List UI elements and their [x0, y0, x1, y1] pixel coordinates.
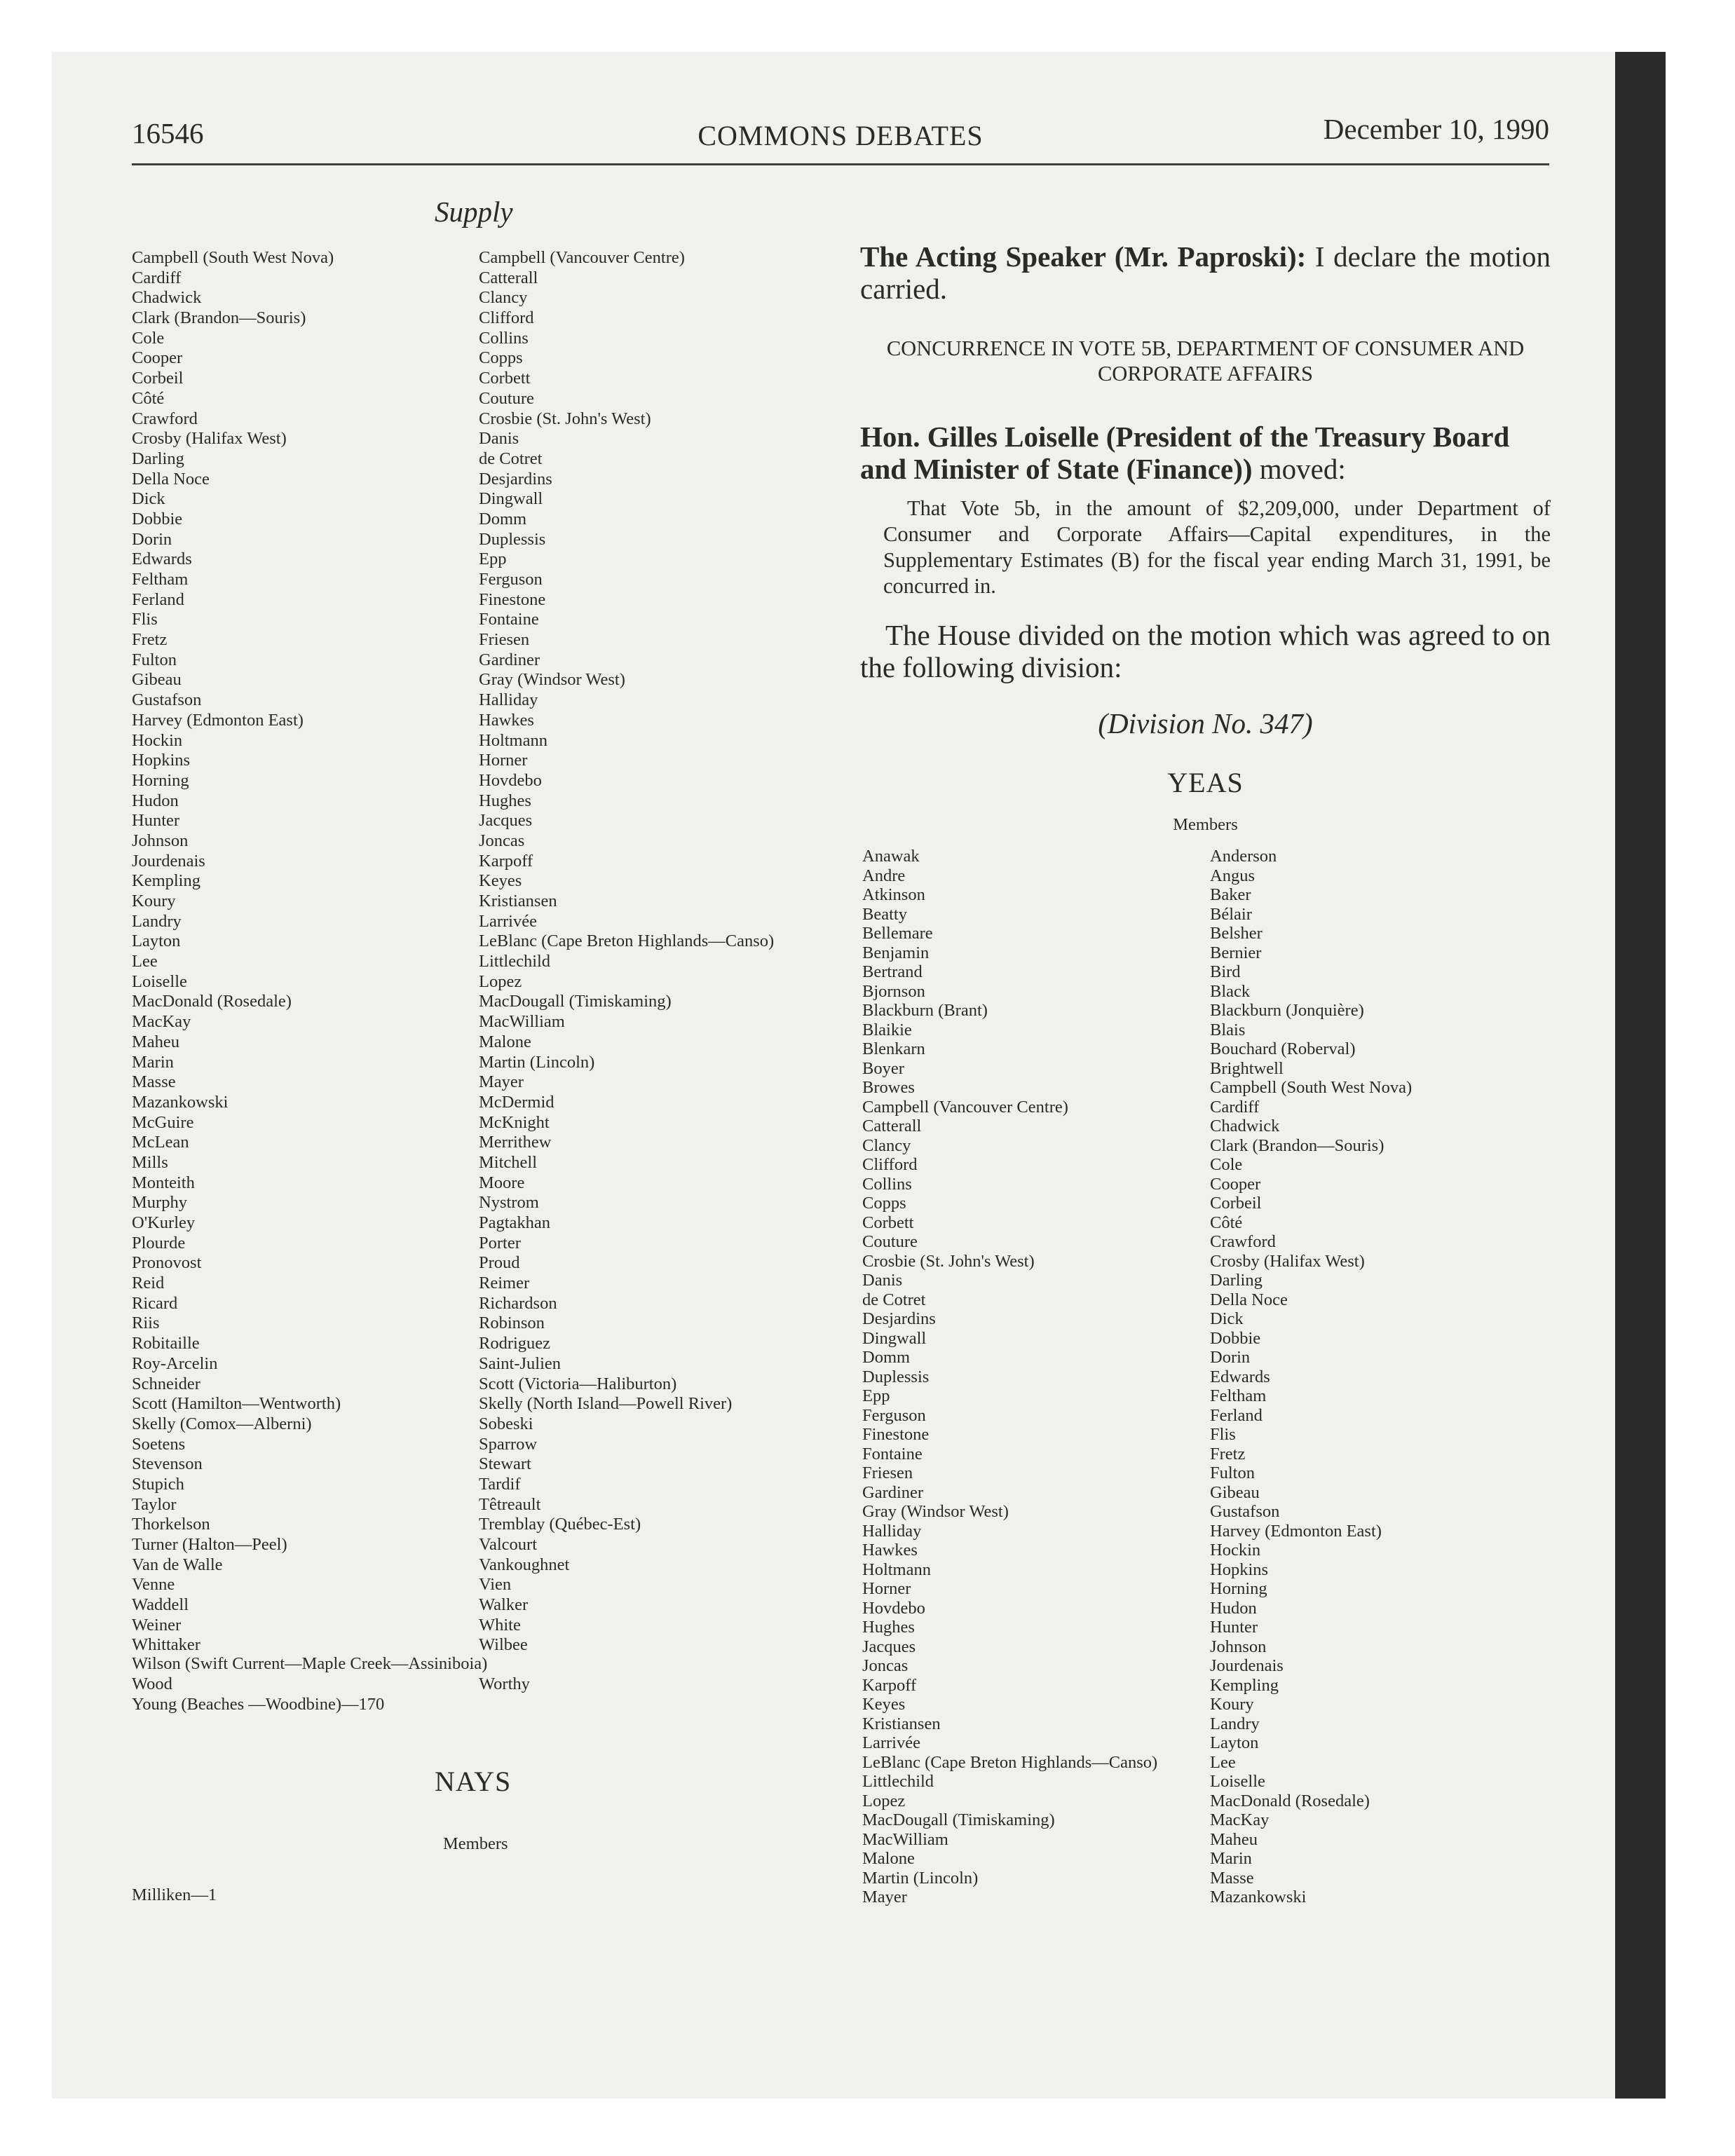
member-name: Gray (Windsor West) [479, 670, 625, 690]
member-name: Saint-Julien [479, 1353, 562, 1373]
member-name: Catterall [862, 1117, 922, 1135]
member-list-left-b [479, 248, 774, 1656]
member-name: Maheu [1210, 1829, 1258, 1849]
member-name: Koury [1210, 1695, 1254, 1714]
member-name: Collins [479, 328, 529, 348]
member-name: Clifford [862, 1155, 918, 1174]
member-name: MacWilliam [479, 1012, 565, 1032]
member-name: Duplessis [862, 1367, 930, 1386]
member-name: Vankoughnet [479, 1555, 570, 1574]
member-name: Masse [1210, 1868, 1254, 1888]
member-name: Têtreault [479, 1494, 541, 1514]
division-intro: The House divided on the motion which was agreed to on the following division: [860, 619, 1551, 683]
nays-heading: NAYS [435, 1766, 512, 1797]
member-name: Lopez [479, 971, 522, 991]
member-name: Thorkelson [132, 1515, 210, 1534]
member-name: Merrithew [479, 1133, 552, 1152]
member-name: Dorin [1210, 1348, 1251, 1367]
member-name: Bellemare [862, 924, 933, 943]
member-name: Boyer [862, 1058, 904, 1078]
member-name: Campbell (Vancouver Centre) [862, 1097, 1068, 1117]
member-name: Chadwick [1210, 1117, 1280, 1135]
member-name: LeBlanc (Cape Breton Highlands—Canso) [479, 932, 775, 951]
member-name: Hudon [1210, 1598, 1257, 1618]
member-name: Clifford [479, 308, 534, 328]
member-name: Horning [1210, 1579, 1267, 1598]
member-name: McLean [132, 1133, 189, 1152]
member-name: Hockin [132, 730, 183, 750]
member-name: Valcourt [479, 1535, 537, 1554]
member-name: Cooper [1210, 1174, 1261, 1194]
member-name: Belsher [1210, 924, 1263, 943]
member-name: MacKay [1210, 1810, 1270, 1829]
member-name: Stupich [132, 1474, 184, 1494]
member-name: Gustafson [132, 690, 202, 710]
motion-text: That Vote 5b, in the amount of $2,209,000, under Department of Consumer and Corporate Affairs—Capital expenditures, in the Supplementary Estimates (B) for the fiscal year ending March 31, 1991, be concurred in. [883, 496, 1551, 598]
member-name: Landry [132, 911, 182, 931]
member-name: Landry [1210, 1714, 1260, 1733]
member-name: LeBlanc (Cape Breton Highlands—Canso) [862, 1752, 1158, 1772]
member-name: Crawford [132, 409, 198, 428]
member-name: Robinson [479, 1314, 545, 1333]
member-name: Beatty [862, 904, 907, 924]
member-name: Schneider [132, 1374, 200, 1393]
header-date: December 10, 1990 [1323, 113, 1549, 145]
member-name: Hughes [479, 791, 531, 810]
member-name: Desjardins [862, 1309, 936, 1328]
member-name: Young (Beaches —Woodbine)—170 [132, 1694, 385, 1714]
member-name: Joncas [862, 1656, 909, 1675]
member-name: Bird [1210, 962, 1241, 981]
member-name: Edwards [132, 550, 192, 569]
nays-result: Milliken—1 [132, 1885, 217, 1904]
member-name: Friesen [862, 1464, 913, 1482]
yeas-heading: YEAS [1167, 767, 1244, 798]
member-name: Feltham [1210, 1386, 1267, 1405]
member-name: Horning [132, 770, 189, 790]
member-name: Martin (Lincoln) [479, 1052, 595, 1072]
member-name: Edwards [1210, 1367, 1270, 1386]
member-name: Martin (Lincoln) [862, 1868, 979, 1888]
member-name: Catterall [479, 268, 538, 287]
member-name: Gustafson [1210, 1502, 1280, 1521]
member-name: Corbett [479, 369, 531, 388]
member-name: Fulton [132, 650, 177, 669]
member-name: Fontaine [479, 610, 539, 629]
mover-text: moved: [1252, 453, 1346, 485]
member-name: Della Noce [132, 469, 210, 489]
member-name: Kristiansen [479, 892, 557, 910]
member-name: Joncas [479, 831, 525, 850]
member-name: de Cotret [862, 1290, 926, 1309]
member-name: Tardif [479, 1474, 521, 1494]
member-name: Worthy [479, 1674, 530, 1693]
member-name: Harvey (Edmonton East) [1210, 1521, 1382, 1541]
member-name: Mayer [479, 1072, 524, 1092]
member-name: Skelly (Comox—Alberni) [132, 1414, 312, 1433]
member-name: Corbett [862, 1213, 914, 1232]
member-name: Ferguson [479, 570, 543, 589]
member-name: Marin [1210, 1849, 1252, 1868]
member-name: Halliday [862, 1521, 922, 1541]
member-name: Stewart [479, 1454, 531, 1474]
member-name: Gardiner [479, 650, 540, 669]
member-name: Crosbie (St. John's West) [479, 409, 651, 428]
member-name: Browes [862, 1078, 915, 1097]
nays-members-label: Members [443, 1834, 508, 1853]
member-name: Crosby (Halifax West) [1210, 1251, 1365, 1271]
page-header [132, 112, 1549, 161]
member-name: Jacques [479, 811, 533, 831]
member-name: Jacques [862, 1637, 916, 1656]
speaker-statement [860, 240, 1551, 305]
member-name: Malone [862, 1849, 915, 1868]
member-name: Horner [479, 751, 528, 770]
member-name: Corbeil [1210, 1194, 1262, 1213]
member-name: Gibeau [132, 670, 182, 690]
member-name: Angus [1210, 866, 1255, 885]
member-name: de Cotret [479, 449, 543, 468]
member-name: White [479, 1615, 521, 1635]
member-name: Pagtakhan [479, 1213, 551, 1232]
member-name: Anawak [862, 847, 920, 866]
member-name: Dingwall [862, 1328, 927, 1348]
member-name: Holtmann [862, 1560, 931, 1579]
member-name: Johnson [1210, 1637, 1267, 1656]
member-name: Mazankowski [132, 1092, 229, 1112]
member-name: Dick [1210, 1309, 1244, 1328]
member-name: Couture [479, 388, 534, 408]
member-name: Sparrow [479, 1434, 538, 1454]
member-name: Keyes [862, 1695, 906, 1714]
member-name: Epp [862, 1386, 890, 1405]
member-name: Mitchell [479, 1152, 538, 1172]
member-name: Hawkes [479, 710, 534, 730]
member-name: Hopkins [1210, 1560, 1269, 1579]
member-name: MacWilliam [862, 1829, 948, 1849]
member-name: Vien [479, 1575, 512, 1595]
member-name: Desjardins [479, 469, 552, 489]
member-name: Kempling [1210, 1675, 1279, 1695]
member-name: Walker [479, 1595, 529, 1615]
member-name: Proud [479, 1253, 520, 1273]
member-name: Blenkarn [862, 1039, 925, 1058]
member-name: Tremblay (Québec-Est) [479, 1515, 641, 1534]
member-name: Fretz [132, 630, 168, 650]
member-name: Bertrand [862, 962, 923, 981]
member-name: Campbell (Vancouver Centre) [479, 248, 685, 267]
member-name: Koury [132, 892, 176, 910]
member-name: MacDonald (Rosedale) [1210, 1791, 1370, 1810]
member-name: Soetens [132, 1434, 186, 1454]
member-name: Campbell (South West Nova) [1210, 1078, 1413, 1097]
member-name: Epp [479, 550, 507, 569]
member-name: Collins [862, 1174, 912, 1194]
member-name: Darling [132, 449, 184, 468]
member-name: Gibeau [1210, 1482, 1260, 1502]
member-name: Lee [1210, 1752, 1236, 1772]
member-name: Fulton [1210, 1464, 1255, 1482]
member-name: Waddell [132, 1595, 189, 1615]
member-name: Scott (Victoria—Haliburton) [479, 1374, 677, 1393]
member-name: Murphy [132, 1193, 187, 1213]
member-name: Chadwick [132, 288, 202, 308]
member-name: McGuire [132, 1112, 194, 1132]
member-name: Gray (Windsor West) [862, 1502, 1009, 1521]
member-name: Dobbie [1210, 1328, 1261, 1348]
member-name: Crosby (Halifax West) [132, 429, 287, 449]
page-number: 16546 [132, 117, 204, 149]
member-name: Couture [862, 1232, 918, 1251]
member-name: Karpoff [862, 1675, 917, 1695]
member-name: Weiner [132, 1615, 182, 1635]
member-name: Johnson [132, 831, 189, 850]
member-name: Copps [479, 348, 523, 368]
member-name: Porter [479, 1233, 521, 1253]
member-name: Dorin [132, 529, 172, 549]
member-name: Rodriguez [479, 1334, 551, 1353]
mover-name: Hon. Gilles Loiselle (President of the Treasury Board and Minister of State (Finance)) [860, 421, 1510, 485]
member-name: Black [1210, 981, 1251, 1001]
concurrence-heading: CONCURRENCE IN VOTE 5B, DEPARTMENT OF CONSUMER AND CORPORATE AFFAIRS [886, 336, 1525, 386]
member-name: Domm [479, 509, 527, 528]
member-name: Fretz [1210, 1444, 1246, 1464]
member-name: Harvey (Edmonton East) [132, 710, 304, 730]
member-name: Van de Walle [132, 1555, 223, 1574]
division-number: (Division No. 347) [1098, 707, 1313, 739]
member-name: Clark (Brandon—Souris) [132, 308, 306, 328]
member-name: Domm [862, 1348, 911, 1367]
member-name: Bjornson [862, 981, 925, 1001]
member-name: Larrivée [862, 1733, 920, 1752]
member-name: Pronovost [132, 1253, 202, 1273]
member-name: Baker [1210, 885, 1251, 904]
member-name: Marin [132, 1052, 174, 1072]
member-name: Bernier [1210, 943, 1262, 962]
member-name: Sobeski [479, 1414, 533, 1433]
member-name: McKnight [479, 1112, 550, 1132]
member-name: Littlechild [479, 952, 551, 971]
member-name: Atkinson [862, 885, 925, 904]
yeas-list-b [1210, 847, 1412, 1907]
member-name: Mills [132, 1152, 168, 1172]
member-name: Skelly (North Island—Powell River) [479, 1394, 733, 1414]
member-name: Wood [132, 1674, 172, 1693]
member-name: Gardiner [862, 1482, 924, 1502]
member-name: Mayer [862, 1888, 907, 1906]
member-name: Plourde [132, 1233, 186, 1253]
member-name: Hunter [1210, 1618, 1258, 1637]
member-name: Campbell (South West Nova) [132, 248, 334, 267]
member-name: Loiselle [132, 971, 187, 991]
member-name: Ferguson [862, 1405, 926, 1425]
member-name: Larrivée [479, 911, 537, 931]
member-name: Lee [132, 952, 158, 971]
member-name: Clancy [862, 1135, 911, 1155]
member-name: Blais [1210, 1020, 1246, 1039]
member-name: Hopkins [132, 751, 191, 770]
member-name: Jourdenais [1210, 1656, 1284, 1675]
member-name: Bélair [1210, 904, 1252, 924]
member-name: Finestone [862, 1425, 930, 1444]
member-name: Crosbie (St. John's West) [862, 1251, 1035, 1271]
member-name: Flis [132, 610, 158, 629]
member-name: Duplessis [479, 529, 546, 549]
member-name: Cole [132, 328, 165, 348]
member-name: Hovdebo [862, 1598, 925, 1618]
member-name: Karpoff [479, 851, 533, 871]
scan-edge-strip [1615, 52, 1666, 2099]
mover-statement [860, 421, 1551, 485]
member-name: Taylor [132, 1494, 177, 1514]
member-name: Nystrom [479, 1193, 539, 1213]
member-name: Côté [1210, 1213, 1243, 1232]
member-name: Blackburn (Jonquière) [1210, 1001, 1364, 1020]
member-name: Masse [132, 1072, 176, 1092]
member-name: Blaikie [862, 1020, 912, 1039]
member-name: Friesen [479, 630, 530, 650]
yeas-list-a [862, 847, 1157, 1907]
member-name: Clark (Brandon—Souris) [1210, 1135, 1384, 1155]
member-name: Hudon [132, 791, 179, 810]
member-name: Halliday [479, 690, 538, 710]
member-name: Kempling [132, 871, 200, 891]
member-name: Hockin [1210, 1541, 1261, 1560]
member-name: Jourdenais [132, 851, 205, 871]
member-name: Anderson [1210, 847, 1277, 866]
section-title: Supply [435, 196, 513, 228]
member-name-wide: Wilson (Swift Current—Maple Creek—Assiniboia) [132, 1654, 488, 1673]
member-name: Flis [1210, 1425, 1236, 1444]
member-name: Wilbee [479, 1635, 528, 1655]
member-name: MacDougall (Timiskaming) [862, 1810, 1055, 1829]
member-name: MacDougall (Timiskaming) [479, 992, 672, 1011]
member-name: Keyes [479, 871, 522, 891]
member-name: Brightwell [1210, 1058, 1284, 1078]
member-name: Côté [132, 388, 165, 408]
member-list-left-tail-a [132, 1674, 384, 1714]
member-name: Copps [862, 1194, 906, 1213]
member-name: Della Noce [1210, 1290, 1288, 1309]
member-name: Cooper [132, 348, 183, 368]
member-name: Cardiff [132, 268, 182, 287]
member-name: Ferland [1210, 1405, 1263, 1425]
member-name: Darling [1210, 1271, 1263, 1290]
member-name: Danis [862, 1271, 903, 1290]
member-name: Horner [862, 1579, 911, 1598]
speaker-name: The Acting Speaker (Mr. Paproski): [860, 240, 1307, 273]
member-name: Danis [479, 429, 519, 449]
member-name: Blackburn (Brant) [862, 1001, 988, 1020]
member-name: Riis [132, 1314, 160, 1333]
member-name: Feltham [132, 570, 189, 589]
member-name: Holtmann [479, 730, 547, 750]
member-name: Turner (Halton—Peel) [132, 1535, 287, 1554]
member-name: Clancy [479, 288, 528, 308]
member-name: Moore [479, 1173, 525, 1192]
member-name: MacDonald (Rosedale) [132, 992, 292, 1011]
member-name: Littlechild [862, 1772, 934, 1791]
member-name: Benjamin [862, 943, 930, 962]
header-rule [132, 163, 1549, 165]
member-name: Dick [132, 489, 165, 509]
member-name: Ferland [132, 589, 184, 609]
member-name: MacKay [132, 1012, 191, 1032]
member-name: O'Kurley [132, 1213, 196, 1232]
member-name: Hovdebo [479, 770, 542, 790]
member-name: Roy-Arcelin [132, 1353, 218, 1373]
member-name: Reimer [479, 1274, 530, 1293]
member-name: Stevenson [132, 1454, 203, 1474]
member-name: Robitaille [132, 1334, 200, 1353]
member-name: Maheu [132, 1032, 180, 1051]
member-name: Richardson [479, 1293, 557, 1313]
member-name: Lopez [862, 1791, 906, 1810]
member-name: Ricard [132, 1293, 178, 1313]
member-name: Monteith [132, 1173, 195, 1192]
yeas-members-label: Members [1173, 815, 1238, 834]
member-name: Whittaker [132, 1635, 200, 1655]
member-name: Venne [132, 1575, 175, 1595]
member-name: Scott (Hamilton—Wentworth) [132, 1394, 341, 1414]
member-list-left-tail-b [479, 1674, 530, 1695]
member-name: Hawkes [862, 1541, 918, 1560]
member-list-left-a [132, 248, 341, 1656]
member-name: Layton [1210, 1733, 1259, 1752]
member-name: Dingwall [479, 489, 543, 509]
member-name: Reid [132, 1274, 165, 1293]
member-name: Fontaine [862, 1444, 923, 1464]
speaker-text: I declare the motion carried. [860, 240, 1551, 305]
member-name: Andre [862, 866, 906, 885]
member-name: Cole [1210, 1155, 1243, 1174]
member-name: Layton [132, 932, 181, 951]
member-name: Corbeil [132, 369, 184, 388]
member-name: Hughes [862, 1618, 915, 1637]
member-name: Cardiff [1210, 1097, 1260, 1117]
member-name: Malone [479, 1032, 531, 1051]
member-name: Kristiansen [862, 1714, 941, 1733]
member-name: McDermid [479, 1092, 554, 1112]
member-name: Finestone [479, 589, 546, 609]
running-title: COMMONS DEBATES [698, 120, 984, 151]
member-name: Bouchard (Roberval) [1210, 1039, 1356, 1058]
member-name: Hunter [132, 811, 180, 831]
member-name: Loiselle [1210, 1772, 1265, 1791]
member-name: Dobbie [132, 509, 183, 528]
member-name: Mazankowski [1210, 1888, 1307, 1906]
member-name: Crawford [1210, 1232, 1276, 1251]
